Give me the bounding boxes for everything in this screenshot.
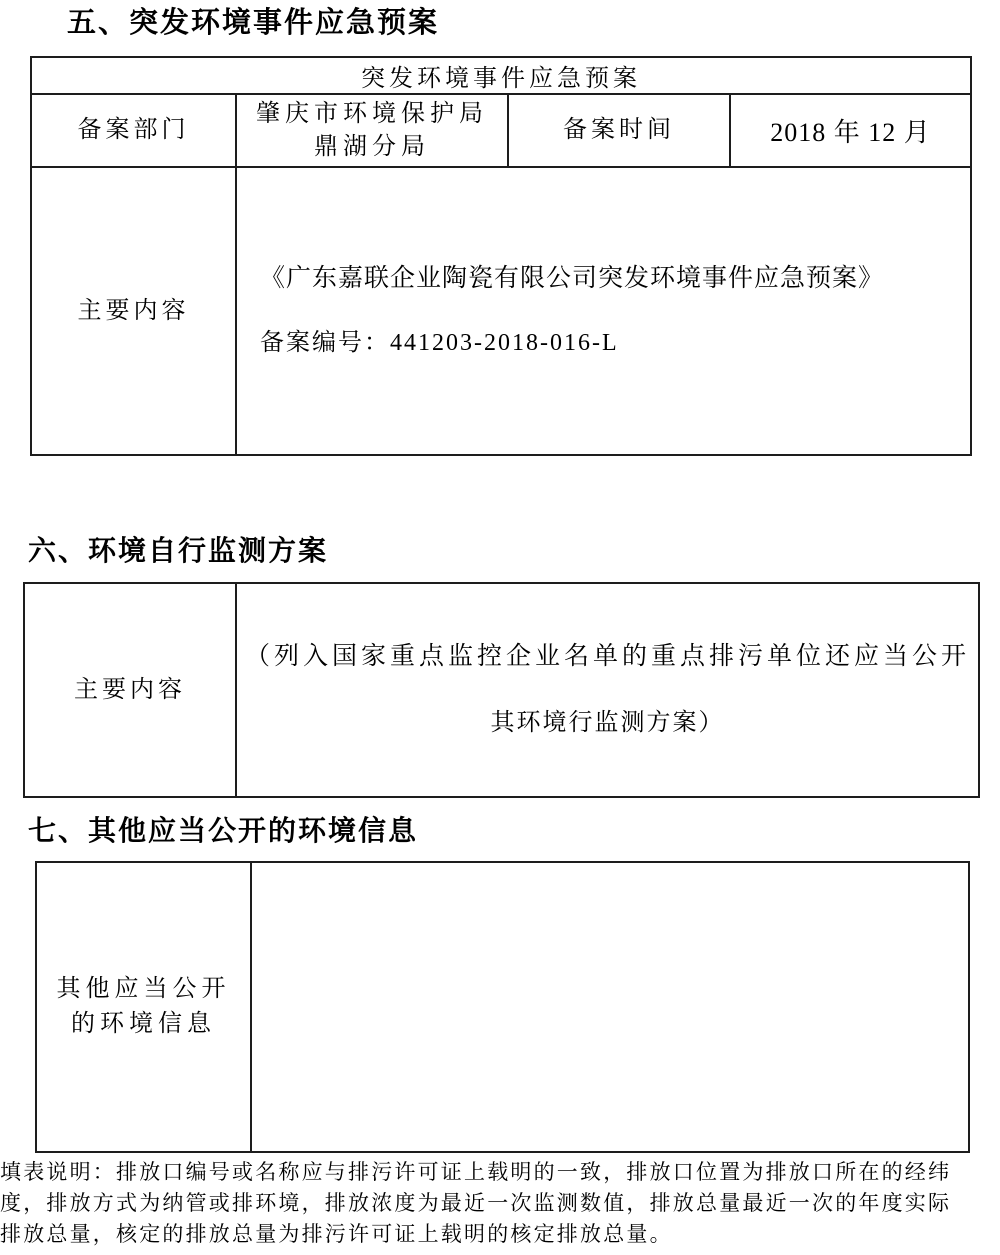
table-row (36, 862, 969, 1152)
monitoring-content-label: 主要内容 (24, 583, 236, 797)
filing-time-label: 备案时间 (508, 94, 730, 167)
filing-department-line1: 肇庆市环境保护局 (256, 100, 488, 127)
main-content-label: 主要内容 (31, 167, 236, 455)
other-info-table (35, 861, 970, 1153)
filing-time-value: 2018 年 12 月 (730, 94, 971, 167)
filing-department-line2: 鼎湖分局 (314, 133, 430, 160)
form-notes (0, 1157, 1000, 1250)
monitoring-content-value (236, 583, 979, 797)
emergency-plan-table-title: 突发环境事件应急预案 (31, 57, 971, 94)
self-monitoring-table (23, 582, 980, 798)
monitoring-note-line2: 其环境行监测方案） (490, 710, 725, 736)
form-notes-line2: 度，排放方式为纳管或排环境，排放浓度为最近一次监测数值，排放总量最近一次的年度实际 (0, 1191, 952, 1215)
filing-department-value (236, 94, 508, 167)
section5-heading: 五、突发环境事件应急预案 (67, 7, 440, 39)
table-row (31, 94, 971, 167)
section7-heading: 七、其他应当公开的环境信息 (28, 815, 419, 846)
plan-document-title: 《广东嘉联企业陶瓷有限公司突发环境事件应急预案》 (260, 265, 885, 292)
section6-heading: 六、环境自行监测方案 (28, 535, 329, 566)
table-row (24, 583, 979, 797)
monitoring-note-line1: （列入国家重点监控企业名单的重点排污单位还应当公开 (244, 643, 970, 670)
table-row (31, 167, 971, 455)
other-info-value (251, 862, 969, 1152)
plan-filing-number: 备案编号：441203-2018-016-L (260, 330, 619, 356)
other-info-label-line1: 其他应当公开 (56, 976, 231, 1002)
other-info-label (36, 862, 251, 1152)
filing-department-label: 备案部门 (31, 94, 236, 167)
main-content-value (236, 167, 971, 455)
table-row (31, 57, 971, 94)
other-info-label-line2: 的环境信息 (71, 1011, 216, 1037)
form-notes-line3: 排放总量，核定的排放总量为排污许可证上载明的核定排放总量。 (0, 1222, 673, 1246)
form-notes-line1: 填表说明：排放口编号或名称应与排污许可证上载明的一致，排放口位置为排放口所在的经纬 (0, 1160, 952, 1184)
emergency-plan-table (30, 56, 972, 456)
